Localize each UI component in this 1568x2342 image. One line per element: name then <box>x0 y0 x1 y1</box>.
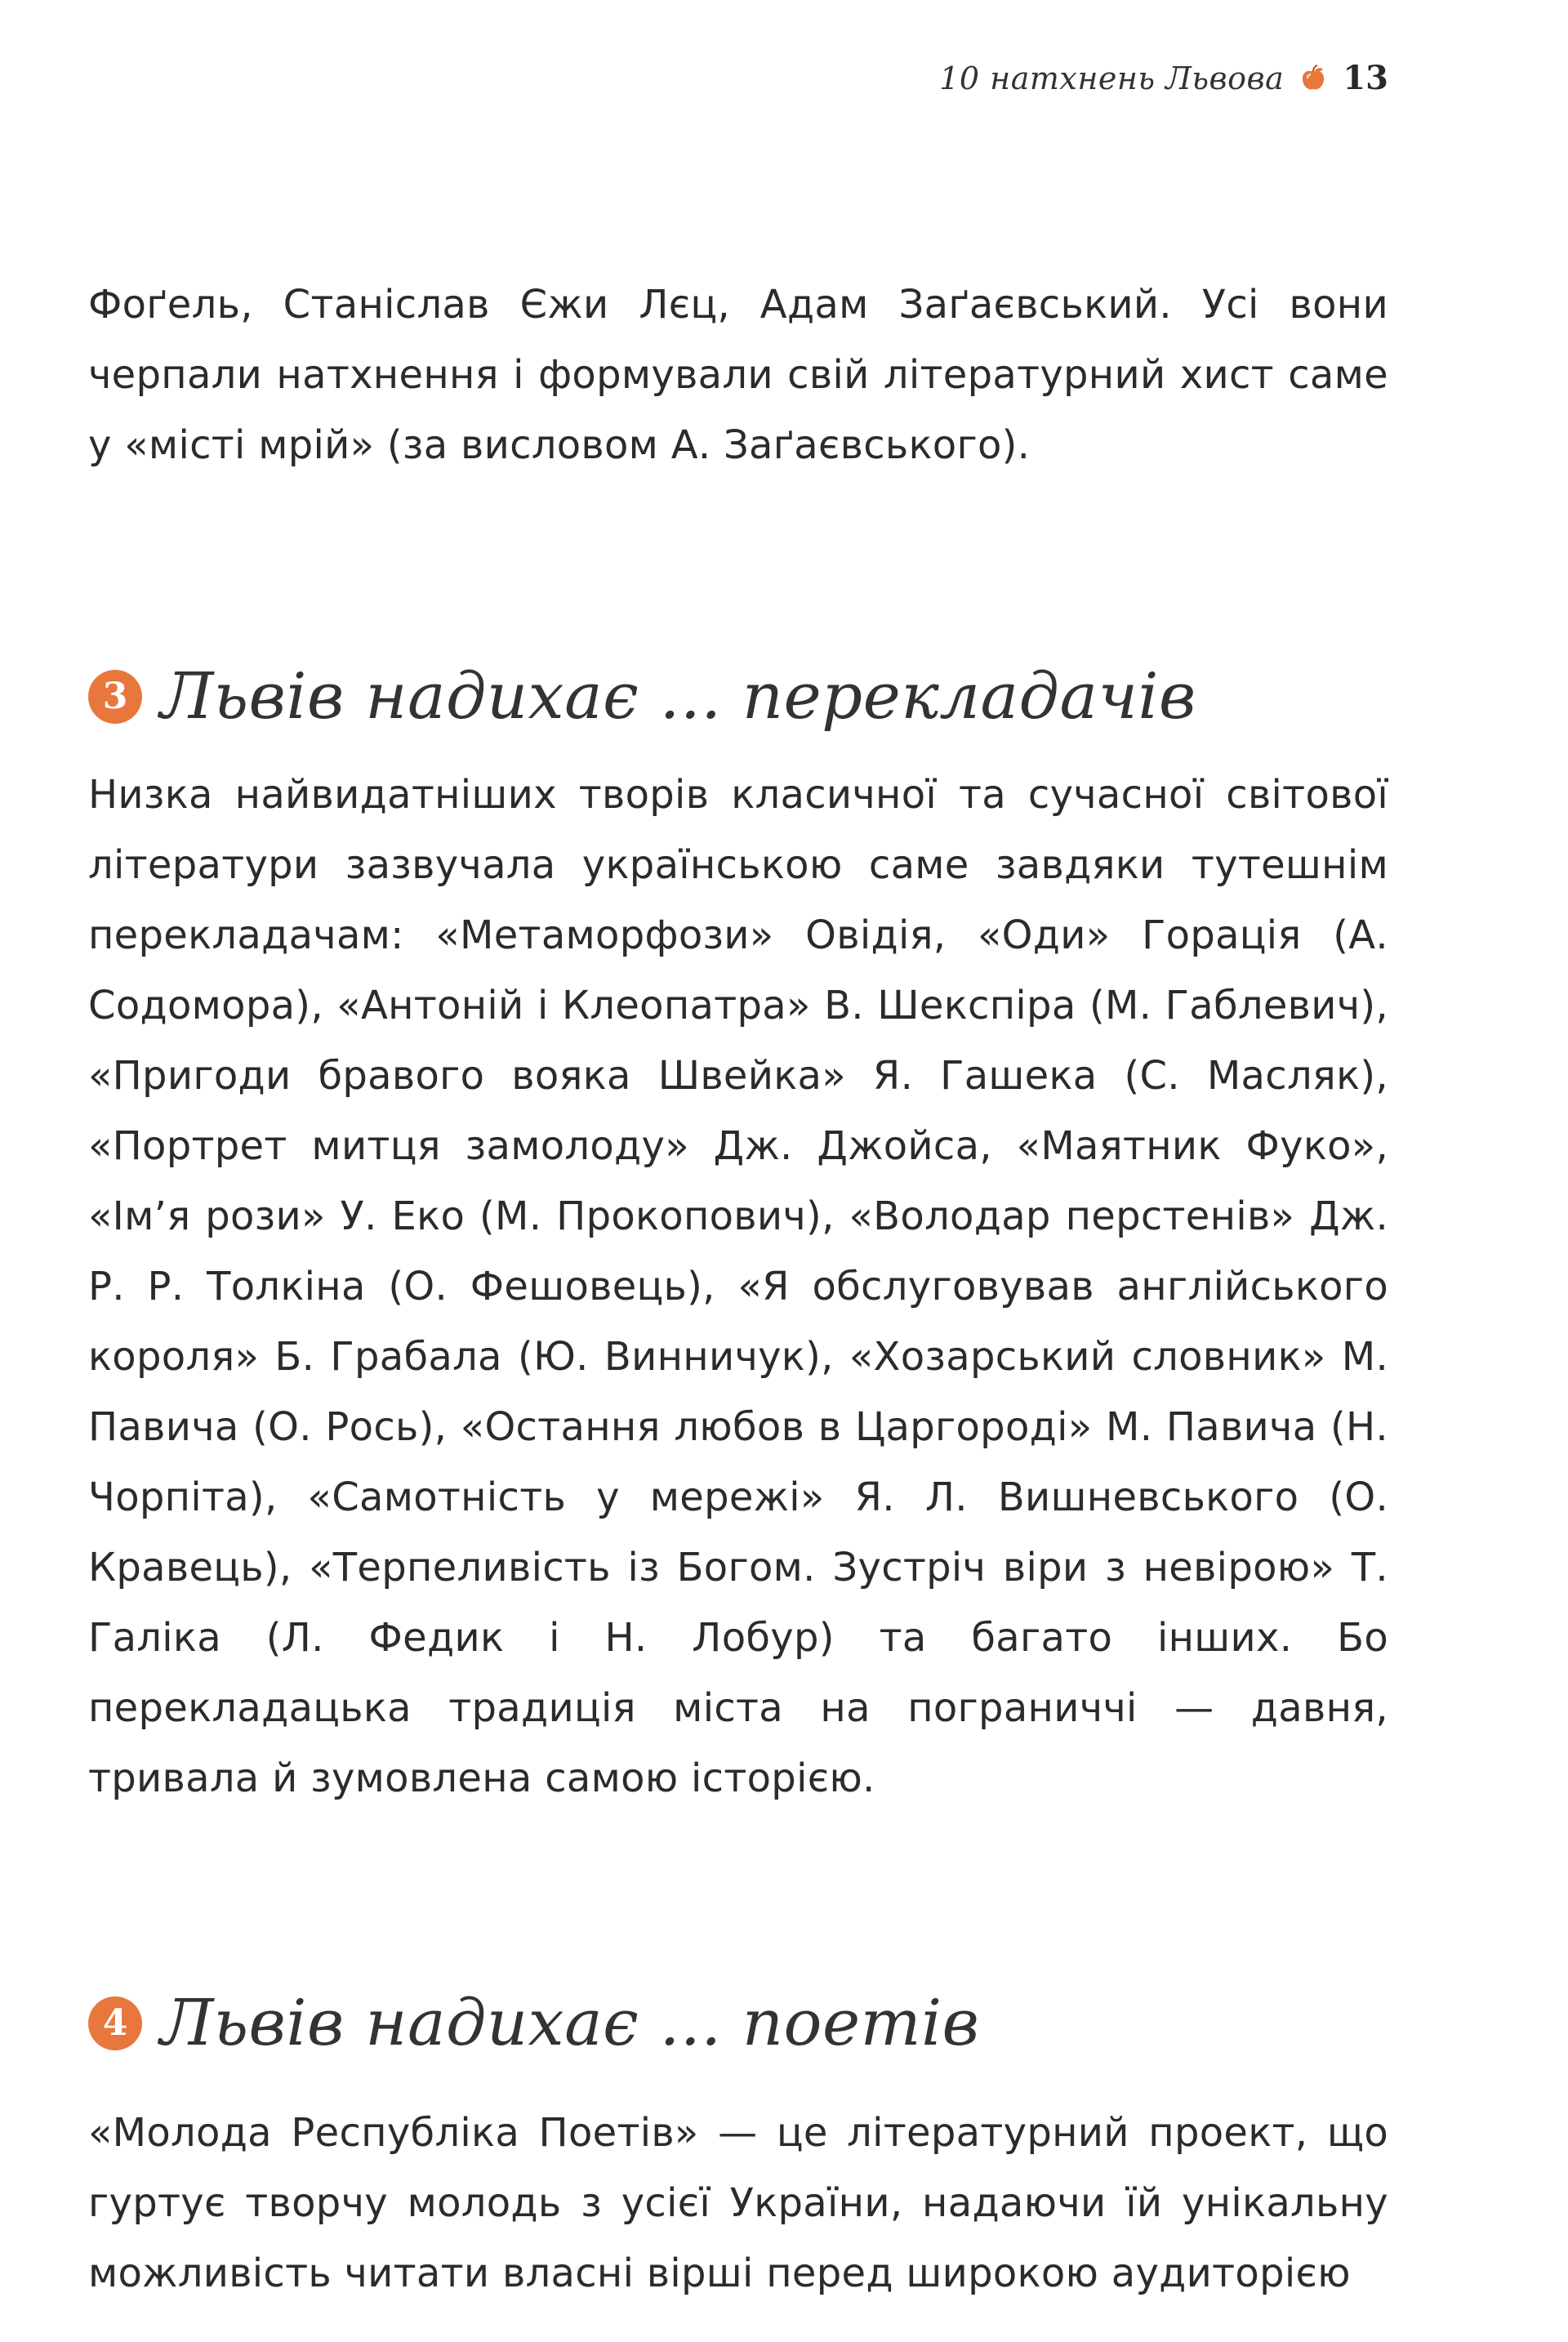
apple-ornament-icon <box>1298 64 1328 93</box>
running-title: 10 натхнень Львова <box>939 60 1285 96</box>
section-4-title: Львів надихає ... поетів <box>160 1987 980 2060</box>
page-number: 13 <box>1343 59 1388 97</box>
section-4-number-badge: 4 <box>88 1996 142 2050</box>
section-3-paragraph: Низка найвидатніших творів класичної та сучасної світової літератури зазвучала українською саме завдяки тутешнім перекладачам: «Метаморфози» Овідія, «Оди» Горація (А. Содомора), «Антоній і Клеопатра» В. Шекспіра (М. Габлевич), «Пригоди бравого вояка Швейка» Я. Гашека (С. Масляк), «Портрет митця замолоду» Дж. Джойса, «Маятник Фуко», «Ім’я рози» У. Еко (М. Прокопович), «Володар перстенів» Дж. Р. Р. Толкіна (О. Фешовець), «Я обслуговував англійського короля» Б. Грабала (Ю. Винничук), «Хозарський словник» М. Павича (О. Рось), «Остання любов в Царгороді» М. Павича (Н. Чорпіта), «Самотність у мережі» Я. Л. Вишневського (О. Кравець), «Терпеливість із Богом. Зустріч віри з невірою» Т. Галіка (Л. Федик і Н. Лобур) та багато інших. Бо перекладацька традиція міста на пограниччі — давня, тривала й зумовлена самою історією. <box>88 772 1388 1801</box>
section-3-number-badge: 3 <box>88 670 142 724</box>
running-header <box>939 59 1388 97</box>
paragraph-continued: Фоґель, Станіслав Єжи Лєц, Адам Заґаєвський. Усі вони черпали натхнення і формували свій літературний хист саме у «місті мрій» (за висловом А. Заґаєвського). <box>88 282 1388 468</box>
section-3-title: Львів надихає ... перекладачів <box>160 660 1196 734</box>
section-4-heading <box>88 1987 979 2060</box>
section-4-paragraph: «Молода Республіка Поетів» — це літературний проект, що гуртує творчу молодь з усієї України, надаючи їй унікальну можливість читати власні вірші перед широкою аудиторією <box>88 2110 1388 2296</box>
section-3-heading <box>88 660 1196 734</box>
